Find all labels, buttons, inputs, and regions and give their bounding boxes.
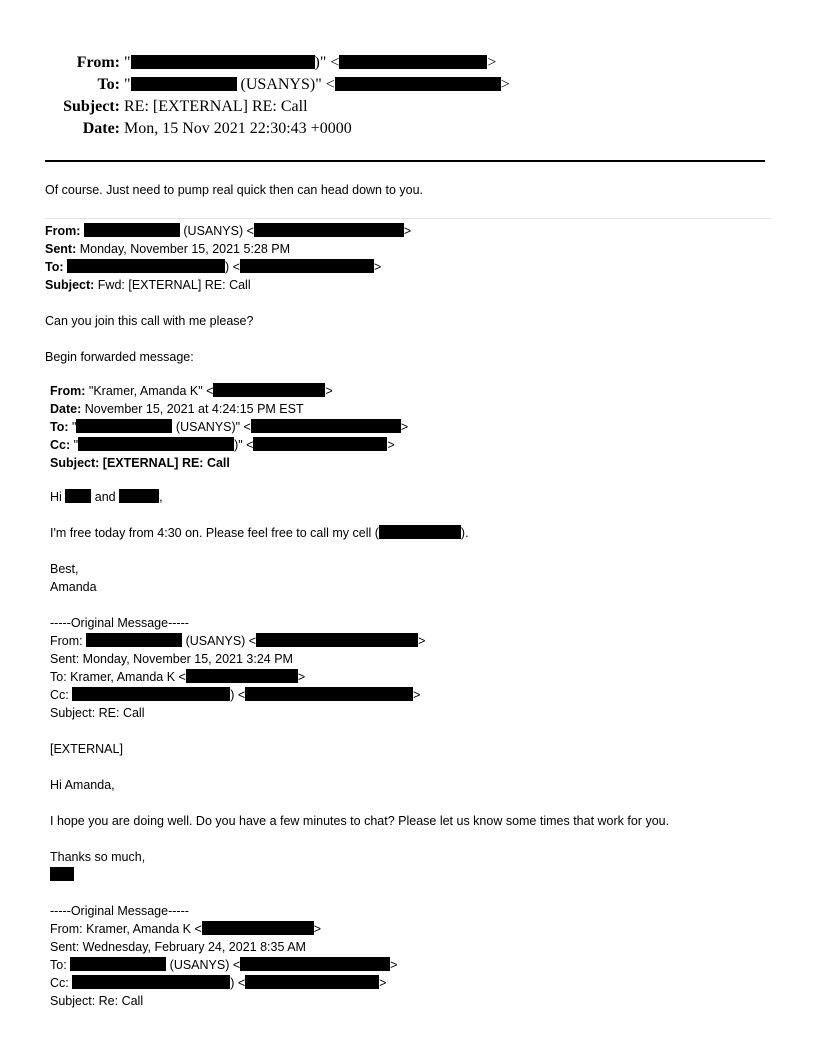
redaction-block [186,669,298,683]
orig1-to: To: Kramer, Amanda K < > [50,670,306,684]
header-to-label: To: [97,76,120,93]
orig1-body: I hope you are doing well. Do you have a few minutes to chat? Please let us know some times that work for you. [50,814,670,828]
orig2-from: From: Kramer, Amanda K < > [50,922,322,936]
msg2-subject: Subject: Fwd: [EXTERNAL] RE: Call [45,278,251,292]
redaction-block [131,55,315,69]
redaction-block [256,633,418,647]
orig1-signature [50,867,74,884]
fwd-to: To: " (USANYS)" < > [50,420,409,434]
redaction-block [240,957,390,971]
header-divider [45,160,765,162]
header-date-label: Date: [82,120,120,137]
orig1-external-tag: [EXTERNAL] [50,742,123,756]
header-date-value: Mon, 15 Nov 2021 22:30:43 +0000 [124,120,352,137]
fwd-body: I'm free today from 4:30 on. Please feel free to call my cell ( ). [50,526,469,540]
redaction-block [240,259,374,273]
orig1-sent: Sent: Monday, November 15, 2021 3:24 PM [50,652,293,666]
header-from-value: " )" < > [124,54,497,71]
header-subject-label: Subject: [63,98,120,115]
msg2-to: To: ) < > [45,260,382,274]
orig1-signoff: Thanks so much, [50,850,146,864]
redaction-block [65,489,91,503]
redaction-block [86,633,182,647]
redaction-block [72,975,230,989]
redaction-block [76,419,172,433]
redaction-block [245,975,379,989]
orig1-from: From: (USANYS) < > [50,634,426,648]
orig2-sent: Sent: Wednesday, February 24, 2021 8:35 AM [50,940,306,954]
orig2-subject: Subject: Re: Call [50,994,144,1008]
redaction-block [213,383,325,397]
redaction-block [251,419,401,433]
redaction-block [50,867,74,881]
orig1-greeting: Hi Amanda, [50,778,115,792]
header-from-label: From: [76,54,120,71]
fwd-date: Date: November 15, 2021 at 4:24:15 PM EST [50,402,304,416]
redaction-block [70,957,166,971]
fwd-cc: Cc: " )" < > [50,438,395,452]
fwd-signature: Amanda [50,580,97,594]
fwd-greeting: Hi and , [50,490,163,504]
orig2-divider: -----Original Message----- [50,904,189,918]
msg2-from: From: (USANYS) < > [45,224,412,238]
reply-text: Of course. Just need to pump real quick then can head down to you. [45,183,424,197]
orig2-to: To: (USANYS) < > [50,958,398,972]
fwd-signoff: Best, [50,562,79,576]
orig2-cc: Cc: ) < > [50,976,387,990]
redaction-block [253,437,387,451]
quoted-divider [45,218,771,219]
orig1-divider: -----Original Message----- [50,616,189,630]
msg2-sent: Sent: Monday, November 15, 2021 5:28 PM [45,242,291,256]
header-to-value: " (USANYS)" < > [124,76,510,93]
msg2-body: Can you join this call with me please? [45,314,254,328]
redaction-block [202,921,314,935]
header-subject-value: RE: [EXTERNAL] RE: Call [124,98,308,115]
redaction-block [67,259,225,273]
redaction-block [131,77,237,91]
redaction-block [84,223,180,237]
fwd-subject: Subject: [EXTERNAL] RE: Call [50,456,230,470]
redaction-block [119,489,159,503]
redaction-block [245,687,413,701]
redaction-block [78,437,234,451]
redaction-block [254,223,404,237]
orig1-subject: Subject: RE: Call [50,706,145,720]
msg2-forward-intro: Begin forwarded message: [45,350,194,364]
redaction-block [339,55,487,69]
redaction-block [335,77,501,91]
redaction-block [379,525,461,539]
fwd-from: From: "Kramer, Amanda K" < > [50,384,333,398]
orig1-cc: Cc: ) < > [50,688,421,702]
redaction-block [72,687,230,701]
